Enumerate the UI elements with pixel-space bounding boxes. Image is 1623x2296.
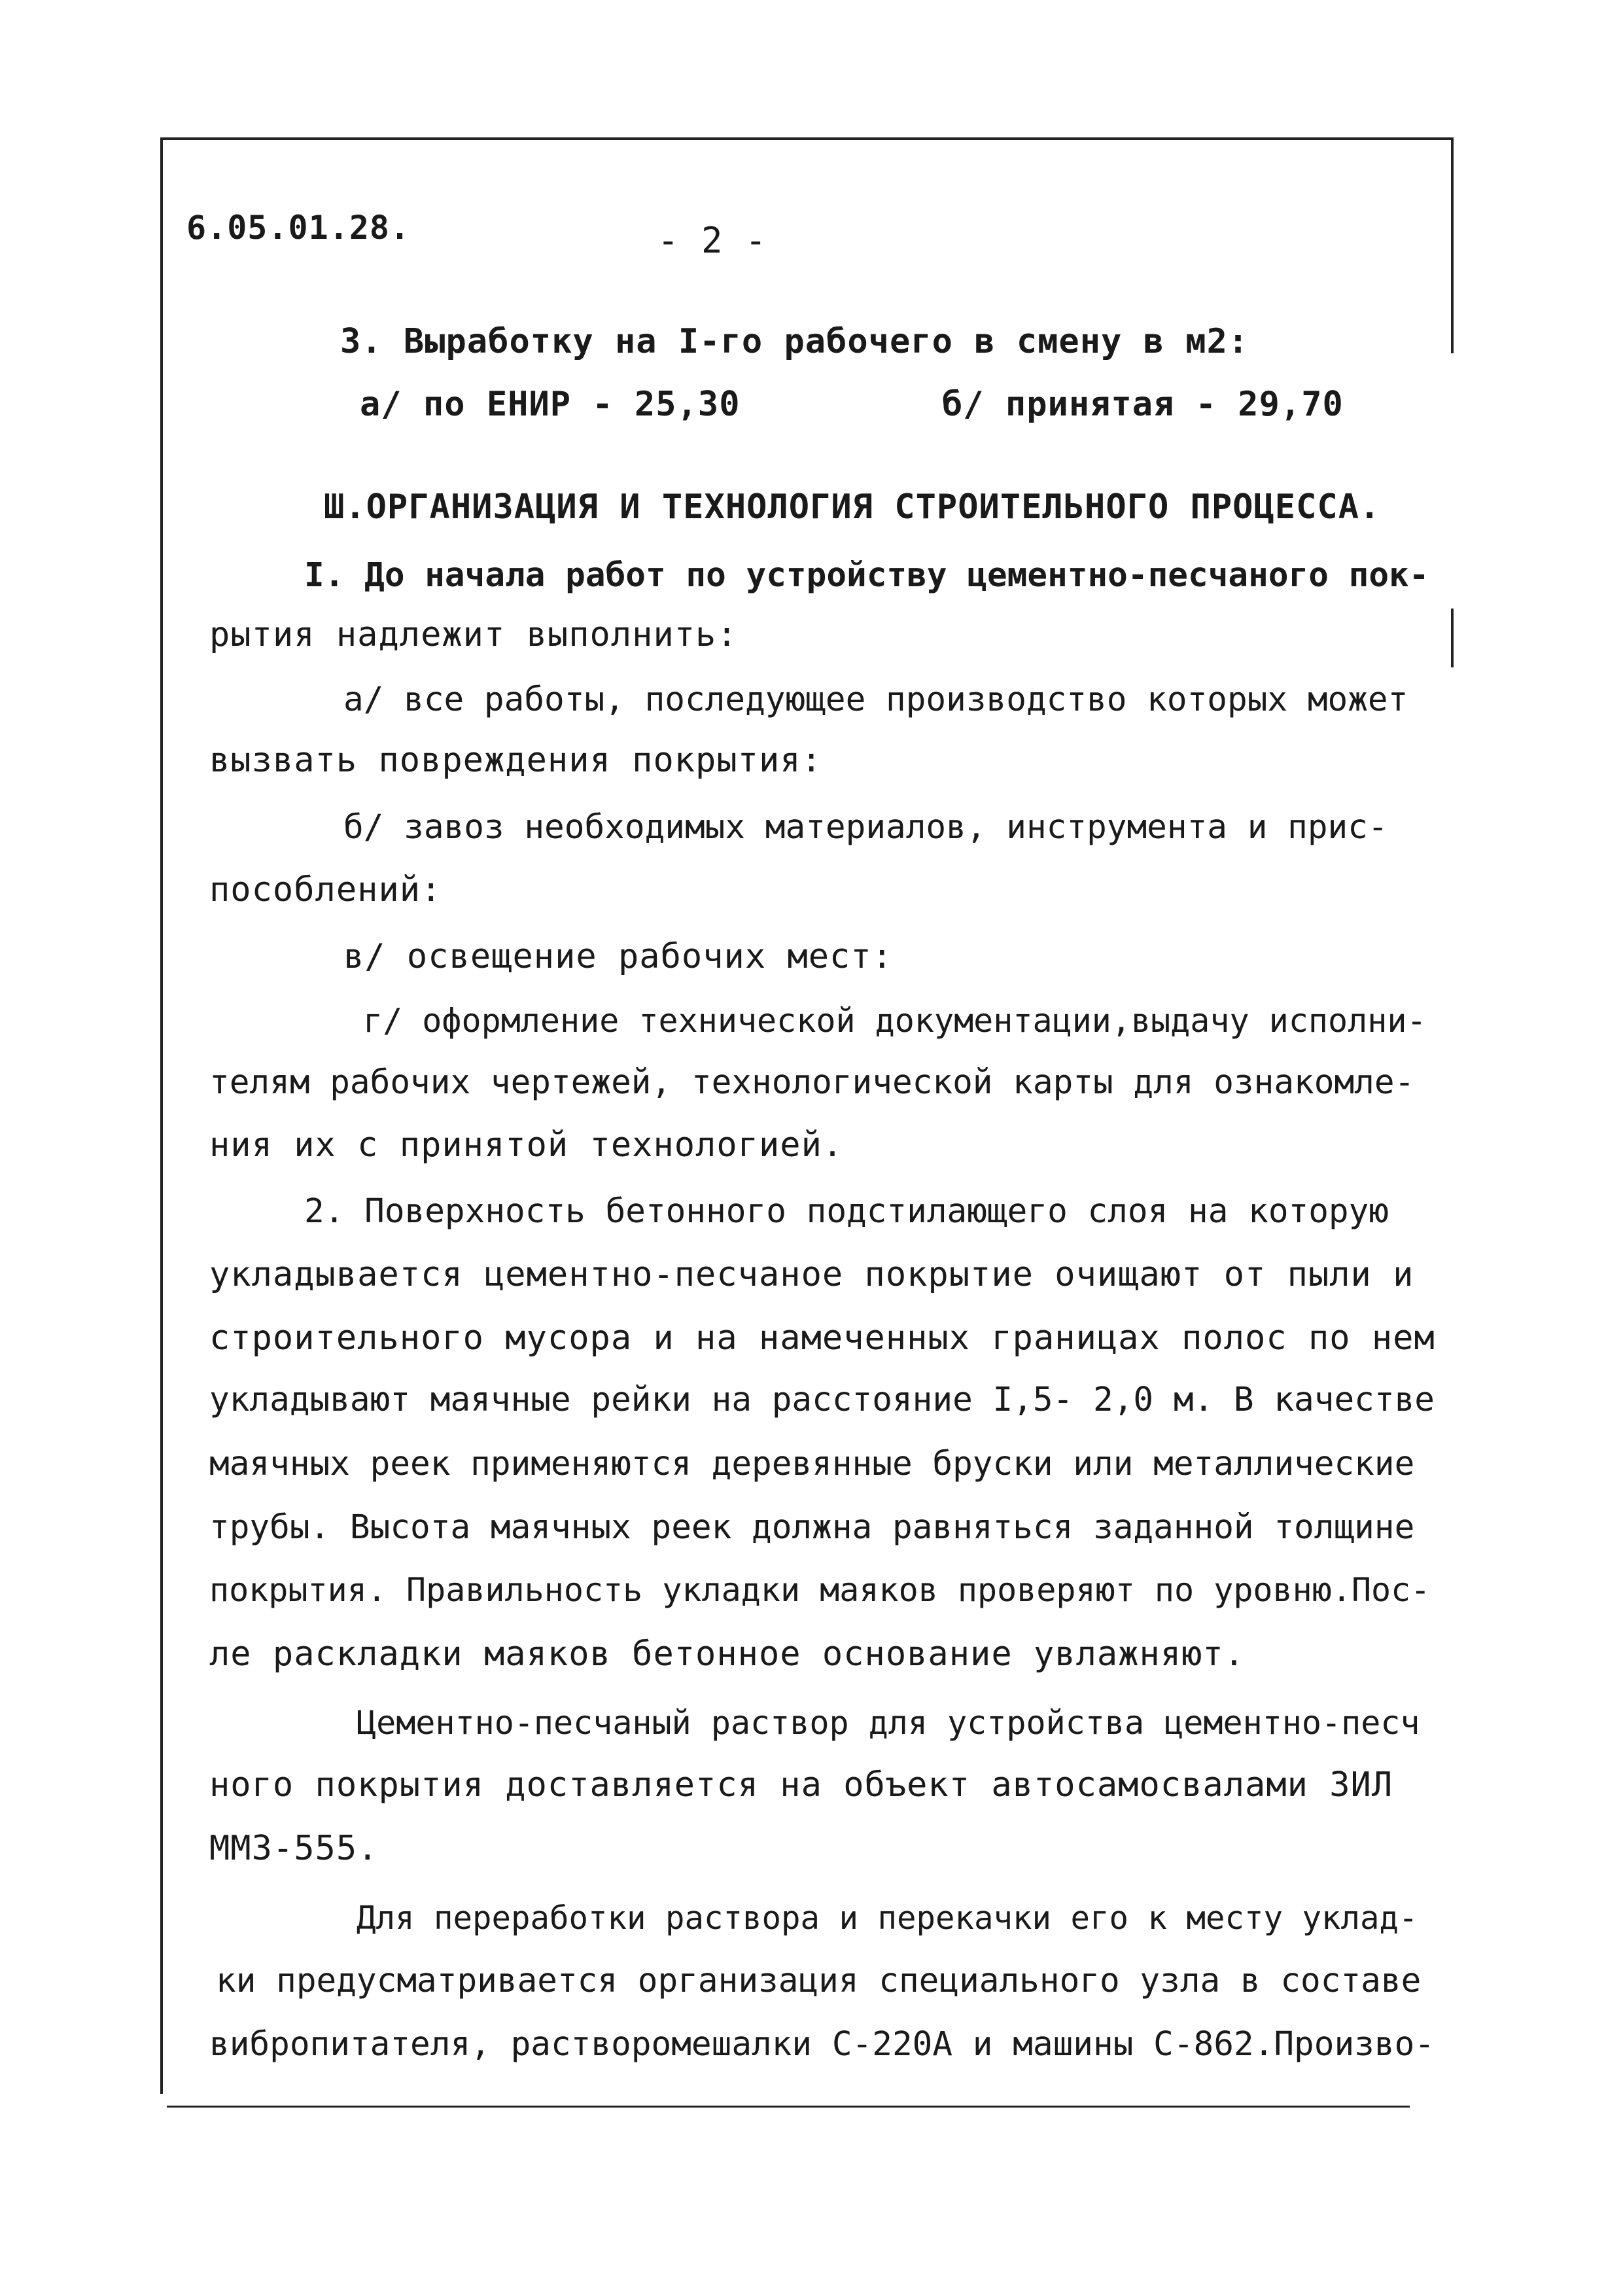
text-line: 2. Поверхность бетонного подстилающего слоя на которую [304, 1192, 1389, 1231]
output-accepted-value: б/ принятая - 29,70 [942, 385, 1344, 424]
page-number: - 2 - [657, 220, 767, 261]
document-code: 6.05.01.28. [186, 209, 411, 247]
section-title: Ш.ОРГАНИЗАЦИЯ И ТЕХНОЛОГИЯ СТРОИТЕЛЬНОГО ПРОЦЕССА. [324, 487, 1381, 527]
text-line: вибропитателя, растворомешалки С-220А и машины С-862.Произво- [209, 2025, 1435, 2064]
output-heading: 3. Выработку на I-го рабочего в смену в м2: [340, 322, 1249, 361]
text-line: ного покрытия доставляется на объект автосамосвалами ЗИЛ [209, 1765, 1393, 1805]
text-line: рытия надлежит выполнить: [209, 615, 738, 654]
text-line: трубы. Высота маячных реек должна равняться заданной толщине [209, 1508, 1415, 1547]
text-line: пособлений: [209, 870, 442, 910]
frame-bottom-border [167, 2106, 1410, 2108]
text-line: ле раскладки маяков бетонное основание увлажняют. [209, 1634, 1246, 1674]
text-line: в/ освещение рабочих мест: [343, 937, 893, 976]
text-line: I. До начала работ по устройству цементно-песчаного пок- [304, 556, 1429, 595]
frame-top-border [160, 137, 1452, 140]
text-line: укладывается цементно-песчаное покрытие очищают от пыли и [209, 1255, 1414, 1294]
text-line: б/ завоз необходимых материалов, инструмента и прис- [343, 808, 1388, 847]
frame-right-mark [1451, 609, 1454, 667]
text-line: укладывают маячные рейки на расстояние I,5- 2,0 м. В качестве [209, 1381, 1435, 1419]
text-line: Цементно-песчаный раствор для устройства цементно-песч [357, 1704, 1420, 1742]
output-enir-value: а/ по ЕНИР - 25,30 [360, 385, 741, 424]
text-line: покрытия. Правильность укладки маяков проверяют по уровню.Пос- [209, 1571, 1431, 1609]
text-line: г/ оформление технической документации,выдачу исполни- [363, 1002, 1427, 1040]
text-line: ния их с принятой технологией. [209, 1125, 844, 1165]
text-line: Для переработки раствора и перекачки его к месту уклад- [357, 1899, 1418, 1937]
frame-right-border [1451, 137, 1454, 353]
frame-left-border [160, 137, 163, 2094]
text-line: строительного мусора и на намеченных границах полос по нем [209, 1318, 1435, 1358]
text-line: маячных реек применяются деревянные бруски или металлические [209, 1445, 1415, 1483]
text-line: телям рабочих чертежей, технологической карты для ознакомле- [209, 1063, 1415, 1102]
text-line: а/ все работы, последующее производство которых может [343, 680, 1408, 719]
text-line: ки предусматривается организация специального узла в составе [216, 1962, 1422, 2000]
text-line: вызвать повреждения покрытия: [209, 741, 822, 780]
text-line: ММЗ-555. [209, 1829, 379, 1868]
